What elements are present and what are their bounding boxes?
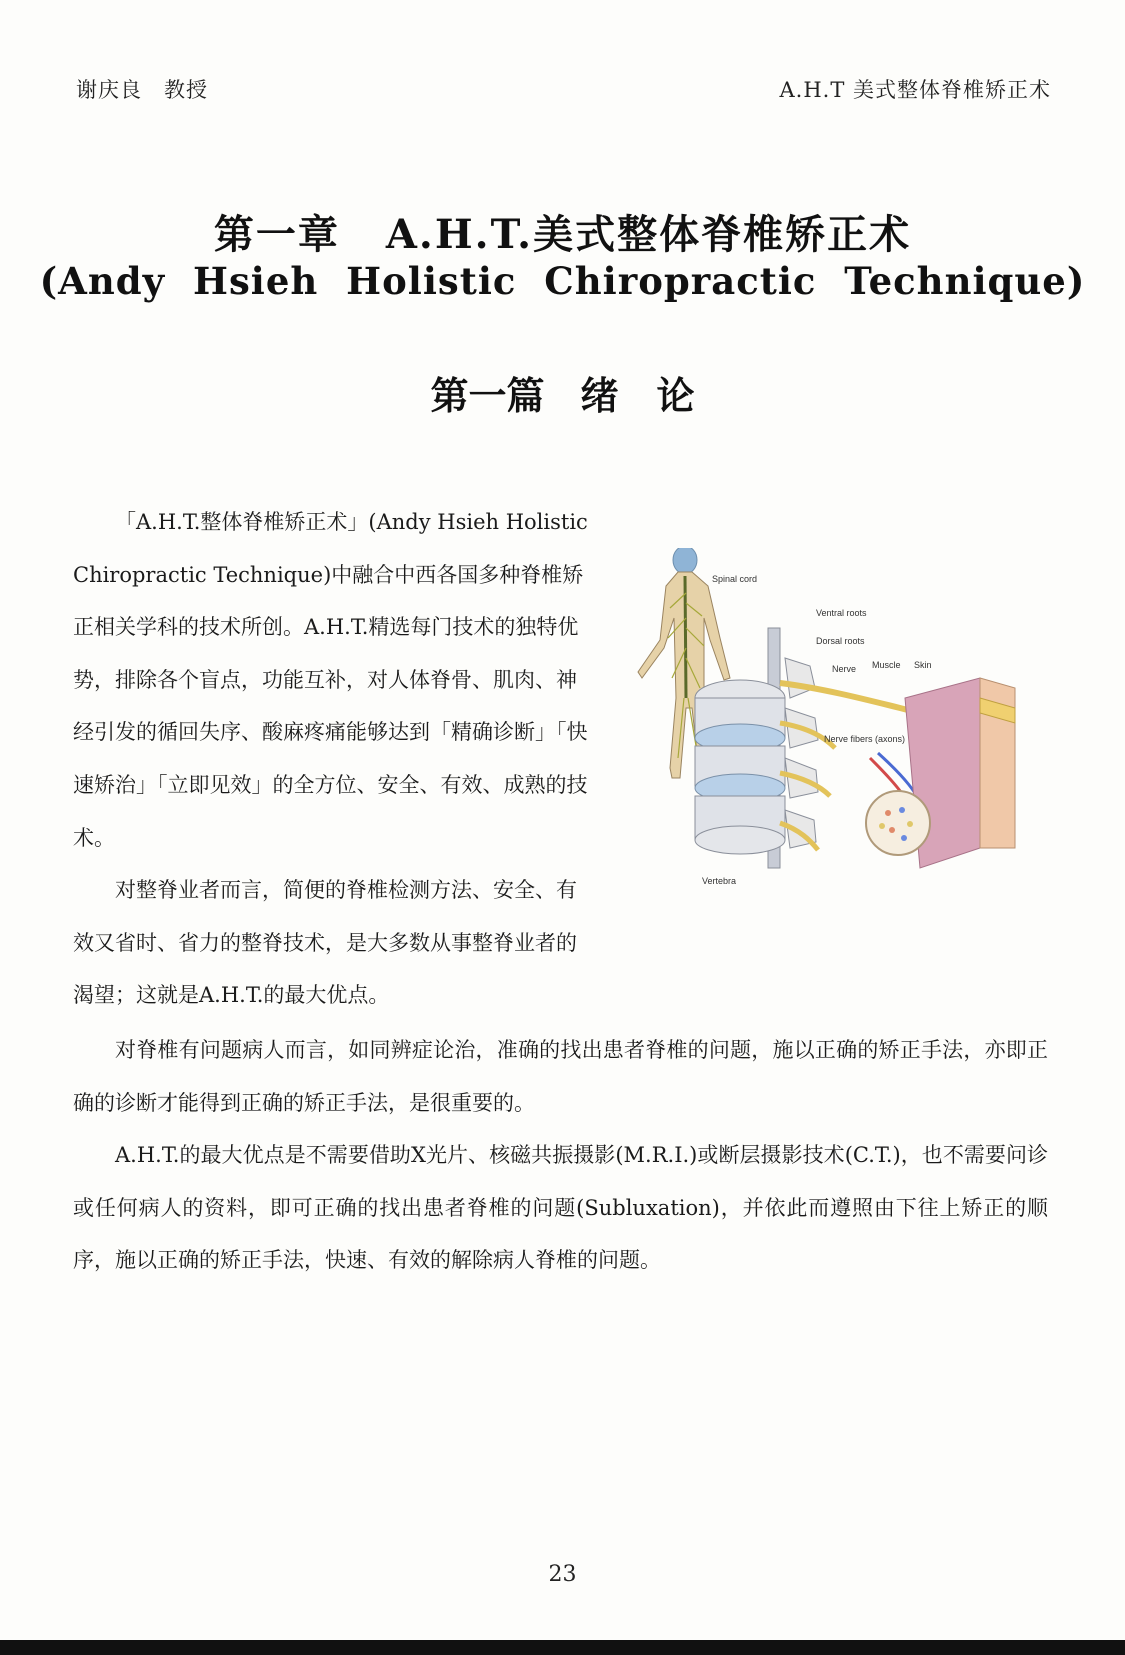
part-number: 第一篇 <box>430 373 545 418</box>
label-spinal-cord: Spinal cord <box>712 574 758 584</box>
label-nerve: Nerve <box>832 664 857 674</box>
label-skin: Skin <box>914 660 932 670</box>
part-name: 绪 论 <box>580 373 695 418</box>
label-muscle: Muscle <box>872 660 901 670</box>
chapter-subtitle: (Andy Hsieh Holistic Chiropractic Technique) <box>39 259 1086 303</box>
paragraph-4: A.H.T.的最大优点是不需要借助X光片、核磁共振摄影(M.R.I.)或断层摄影技术(C.T.)，也不需要问诊或任何病人的资料，即可正确的找出患者脊椎的问题(Subluxation)，并依此而遵照由下往上矫正的顺序，施以正确的矫正手法，快速、有效的解除病人脊椎的问题。 <box>73 1143 1048 1273</box>
running-header-author <box>76 74 208 104</box>
label-ventral-roots: Ventral roots <box>816 608 867 618</box>
spinal-nerve-illustration <box>620 548 1040 918</box>
paragraph-1: 「A.H.T.整体脊椎矫正术」(Andy Hsieh Holistic Chiropractic Technique)中融合中西各国多种脊椎矫正相关学科的技术所创。A.H.T.精选每门技术的独特优势，排除各个盲点，功能互补，对人体脊骨、肌肉、神经引发的循回失序、酸麻疼痛能够达到「精确诊断」「快速矫治」「立即见效」的全方位、安全、有效、成熟的技术。 <box>73 510 588 850</box>
paragraph-3: 对脊椎有问题病人而言，如同辨症论治，准确的找出患者脊椎的问题，施以正确的矫正手法，亦即正确的诊断才能得到正确的矫正手法，是很重要的。 <box>73 1038 1048 1115</box>
label-dorsal-roots: Dorsal roots <box>816 636 865 646</box>
page-number: 23 <box>548 1562 577 1587</box>
chapter-title <box>0 203 1125 260</box>
paragraph-2: 对整脊业者而言，简便的脊椎检测方法、安全、有效又省时、省力的整脊技术，是大多数从事整脊业者的渴望；这就是A.H.T.的最大优点。 <box>73 878 577 1008</box>
scan-bottom-edge <box>0 1640 1125 1655</box>
body-full-width <box>73 1024 1048 1287</box>
part-title <box>0 365 1125 420</box>
label-nerve-fibers: Nerve fibers (axons) <box>824 734 906 744</box>
label-vertebra: Vertebra <box>702 876 737 886</box>
running-header-book-title: A.H.T 美式整体脊椎矫正术 <box>779 78 1051 102</box>
chapter-name: A.H.T.美式整体脊椎矫正术 <box>385 211 912 258</box>
intro-column <box>73 496 591 1022</box>
author-name: 谢庆良 <box>76 78 142 102</box>
author-title: 教授 <box>164 78 208 102</box>
chapter-number: 第一章 <box>213 211 340 258</box>
